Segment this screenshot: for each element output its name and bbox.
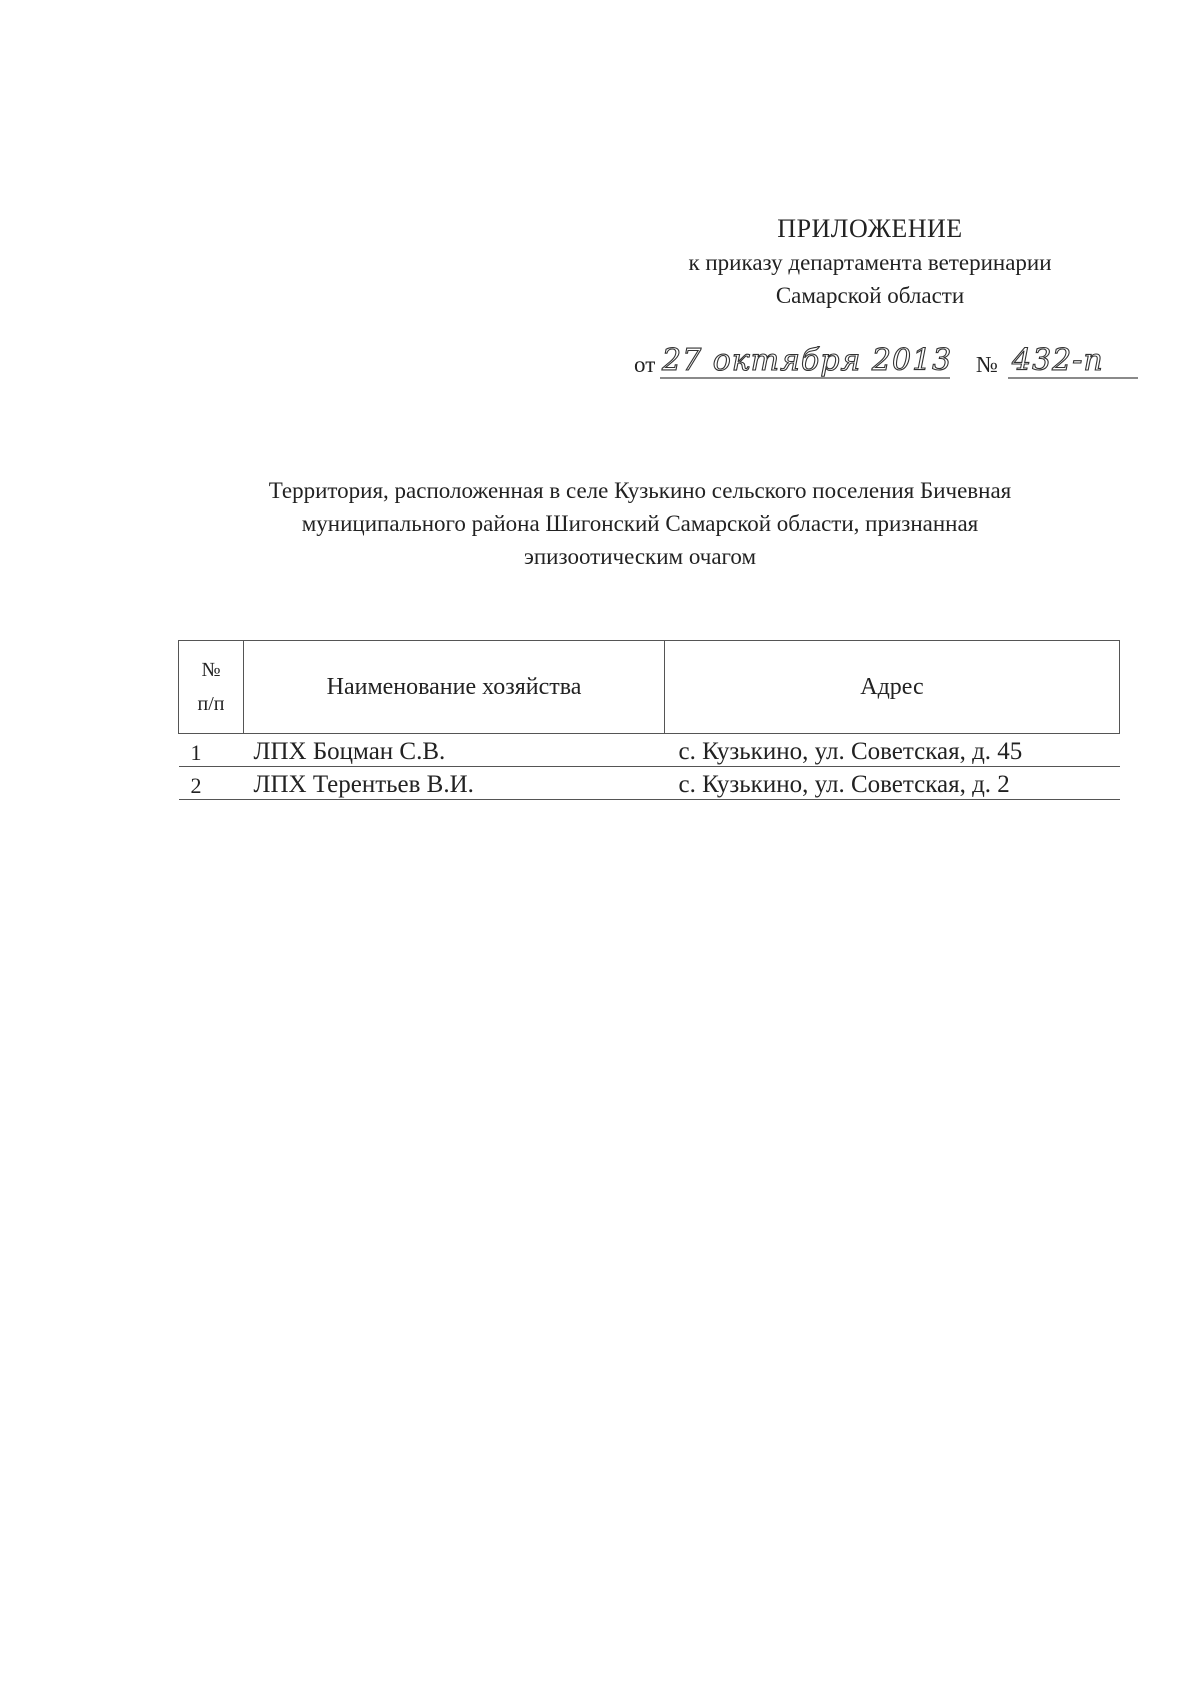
header-number-abbrev: п/п	[197, 693, 225, 715]
document-title	[150, 474, 1130, 573]
order-date-handwritten-text: 27 октября 2013	[662, 343, 953, 378]
row-number: 2	[179, 767, 244, 800]
header-farm-name: Наименование хозяйства	[244, 641, 665, 734]
title-line-2: муниципального района Шигонский Самарской области, признанная	[301, 511, 979, 536]
appendix-line-region: Самарской области	[775, 283, 965, 308]
order-number-handwritten-text: 432-п	[1012, 343, 1104, 378]
appendix-heading: ПРИЛОЖЕНИЕ	[777, 214, 963, 243]
appendix-header	[640, 212, 1100, 312]
order-number-sign: №	[976, 352, 998, 377]
farms-table-container	[178, 640, 1120, 800]
table-row	[179, 734, 1120, 767]
order-reference	[634, 340, 1154, 390]
title-line-1: Территория, расположенная в селе Кузькино сельского поселения Бичевная	[268, 478, 1012, 503]
row-farm-name: ЛПХ Терентьев В.И.	[244, 767, 665, 800]
row-address: с. Кузькино, ул. Советская, д. 45	[665, 734, 1120, 767]
row-farm-name: ЛПХ Боцман С.В.	[244, 734, 665, 767]
order-date-prefix: от	[634, 352, 656, 377]
header-address: Адрес	[665, 641, 1120, 734]
header-row-number	[179, 641, 244, 734]
header-number-sign: №	[201, 659, 221, 681]
farms-table	[178, 640, 1120, 800]
title-line-3: эпизоотическим очагом	[524, 544, 756, 569]
table-header-row	[179, 641, 1120, 734]
table-row	[179, 767, 1120, 800]
order-number-handwritten	[1008, 340, 1138, 380]
row-number: 1	[179, 734, 244, 767]
appendix-line-order: к приказу департамента ветеринарии	[688, 250, 1052, 275]
row-address: с. Кузькино, ул. Советская, д. 2	[665, 767, 1120, 800]
order-date-handwritten	[660, 340, 953, 380]
